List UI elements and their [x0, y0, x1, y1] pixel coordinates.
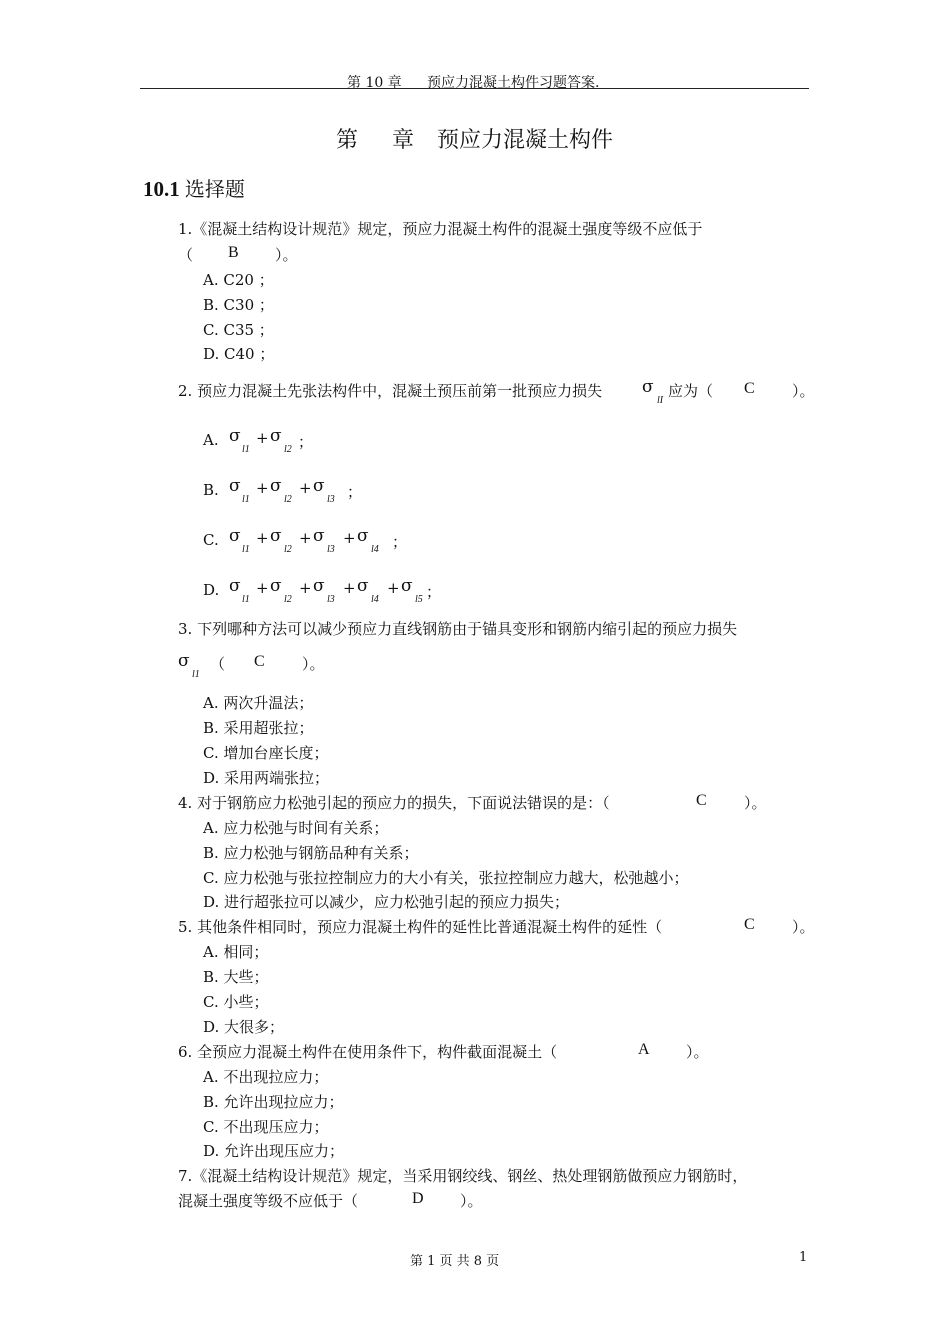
sigma: σ: [270, 476, 282, 496]
semicolon: ；: [298, 433, 314, 451]
q3-option-d: D. 采用两端张拉；: [203, 769, 330, 787]
sigma: σ: [229, 526, 241, 546]
q3-option-b: B. 采用超张拉；: [203, 719, 314, 737]
sigma-sub: l2: [284, 544, 292, 555]
q1-text: 1.《混凝土结构设计规范》规定，预应力混凝土构件的混凝土强度等级不应低于: [178, 220, 703, 238]
q7-text-line2: 混凝土强度等级不应低于（: [178, 1192, 359, 1210]
q2-option-c: C.: [203, 531, 219, 549]
sigma-sub: l4: [371, 544, 379, 555]
section-heading: [143, 173, 245, 202]
sigma: σ: [357, 576, 369, 596]
q1-option-c: C. C35 ；: [203, 321, 274, 339]
q5-option-d: D. 大很多；: [203, 1018, 285, 1036]
q2-option-a: A.: [203, 431, 219, 449]
q4-close: ）。: [744, 794, 767, 812]
doc-title-prefix: 第: [336, 128, 359, 153]
doc-title: 预应力混凝土构件: [437, 128, 614, 153]
sigma-sub: l3: [327, 594, 335, 605]
q4-option-d: D. 进行超张拉可以减少，应力松弛引起的预应力损失；: [203, 893, 570, 911]
plus: +: [299, 479, 312, 497]
q2-option-d: D.: [203, 581, 220, 599]
sigma: σ: [270, 526, 282, 546]
plus: +: [299, 529, 312, 547]
q6-option-a: A. 不出现拉应力；: [203, 1068, 329, 1086]
footer-page-count: 第 1 页 共 8 页: [410, 1254, 500, 1269]
sigma: σ: [313, 476, 325, 496]
sigma-sub: l2: [284, 444, 292, 455]
q5-option-a: A. 相同；: [203, 943, 269, 961]
header-chapter: 第 10 章: [347, 75, 402, 91]
q5-text: 5. 其他条件相同时，预应力混凝土构件的延性比普通混凝土构件的延性（: [178, 918, 663, 936]
doc-title-suffix: 章: [392, 128, 415, 153]
sigma: σ: [229, 426, 241, 446]
plus: +: [387, 579, 400, 597]
sigma-sub: l3: [327, 494, 335, 505]
q6-answer: A: [638, 1041, 650, 1058]
sigma-sub: l2: [284, 494, 292, 505]
sigma-sub: l1: [242, 444, 250, 455]
q6-close: ）。: [686, 1043, 709, 1061]
q3-close: ）。: [302, 655, 325, 673]
semicolon: ；: [347, 483, 363, 501]
q3-open: （: [210, 655, 226, 673]
sigma: σ: [270, 426, 282, 446]
q3-option-a: A. 两次升温法；: [203, 694, 314, 712]
sigma: σ: [401, 576, 413, 596]
q7-close: ）。: [460, 1192, 483, 1210]
q3-answer: C: [254, 653, 265, 670]
q2-option-b: B.: [203, 481, 219, 499]
sigma: σ: [357, 526, 369, 546]
q1-open: （: [178, 246, 194, 264]
q6-option-b: B. 允许出现拉应力；: [203, 1093, 344, 1111]
q5-option-b: B. 大些；: [203, 968, 269, 986]
section-name: 选择题: [184, 177, 245, 201]
sigma-sub: l5: [415, 594, 423, 605]
q6-option-c: C. 不出现压应力；: [203, 1118, 329, 1136]
footer-page-number: 1: [799, 1250, 808, 1265]
q4-option-c: C. 应力松弛与张拉控制应力的大小有关，张拉控制应力越大，松弛越小；: [203, 869, 689, 887]
q3-sigma-sub: l1: [192, 669, 200, 680]
sigma: σ: [313, 526, 325, 546]
q2-text2: 应为（: [668, 382, 714, 400]
q6-text: 6. 全预应力混凝土构件在使用条件下，构件截面混凝土（: [178, 1043, 558, 1061]
q5-close: ）。: [792, 918, 815, 936]
q6-option-d: D. 允许出现压应力；: [203, 1142, 345, 1160]
plus: +: [343, 529, 356, 547]
sigma: σ: [229, 476, 241, 496]
q2-answer: C: [744, 380, 755, 397]
q3-text: 3. 下列哪种方法可以减少预应力直线钢筋由于锚具变形和钢筋内缩引起的预应力损失: [178, 620, 738, 638]
q4-answer: C: [696, 792, 707, 809]
q5-option-c: C. 小些；: [203, 993, 269, 1011]
q4-option-b: B. 应力松弛与钢筋品种有关系；: [203, 844, 419, 862]
q2-close: ）。: [792, 382, 815, 400]
header-rule: [140, 88, 809, 89]
sigma: σ: [270, 576, 282, 596]
q2-sigma: σ: [642, 377, 654, 397]
q1-answer: B: [228, 244, 239, 261]
sigma-sub: l3: [327, 544, 335, 555]
plus: +: [256, 579, 269, 597]
plus: +: [343, 579, 356, 597]
q1-option-b: B. C30 ；: [203, 296, 274, 314]
q2-text: 2. 预应力混凝土先张法构件中，混凝土预压前第一批预应力损失: [178, 382, 603, 400]
q4-text: 4. 对于钢筋应力松弛引起的预应力的损失，下面说法错误的是：（: [178, 794, 610, 812]
q3-option-c: C. 增加台座长度；: [203, 744, 329, 762]
q2-sigma-sub: lI: [657, 395, 664, 406]
sigma-sub: l4: [371, 594, 379, 605]
q1-option-d: D. C40 ；: [203, 345, 275, 363]
plus: +: [256, 529, 269, 547]
semicolon: ；: [392, 533, 408, 551]
q5-answer: C: [744, 916, 755, 933]
plus: +: [256, 429, 269, 447]
sigma-sub: l1: [242, 594, 250, 605]
sigma: σ: [229, 576, 241, 596]
sigma-sub: l2: [284, 594, 292, 605]
sigma: σ: [313, 576, 325, 596]
plus: +: [256, 479, 269, 497]
sigma-sub: l1: [242, 544, 250, 555]
header-title: 预应力混凝土构件习题答案.: [427, 75, 600, 91]
plus: +: [299, 579, 312, 597]
q1-close: ）。: [275, 246, 298, 264]
section-number: 10.1: [143, 177, 180, 201]
q3-sigma: σ: [178, 651, 190, 671]
semicolon: ；: [426, 583, 442, 601]
q1-option-a: A. C20 ；: [203, 271, 274, 289]
q7-answer: D: [412, 1190, 424, 1207]
q4-option-a: A. 应力松弛与时间有关系；: [203, 819, 389, 837]
q7-text: 7.《混凝土结构设计规范》规定，当采用钢绞线、钢丝、热处理钢筋做预应力钢筋时，: [178, 1167, 748, 1185]
sigma-sub: l1: [242, 494, 250, 505]
